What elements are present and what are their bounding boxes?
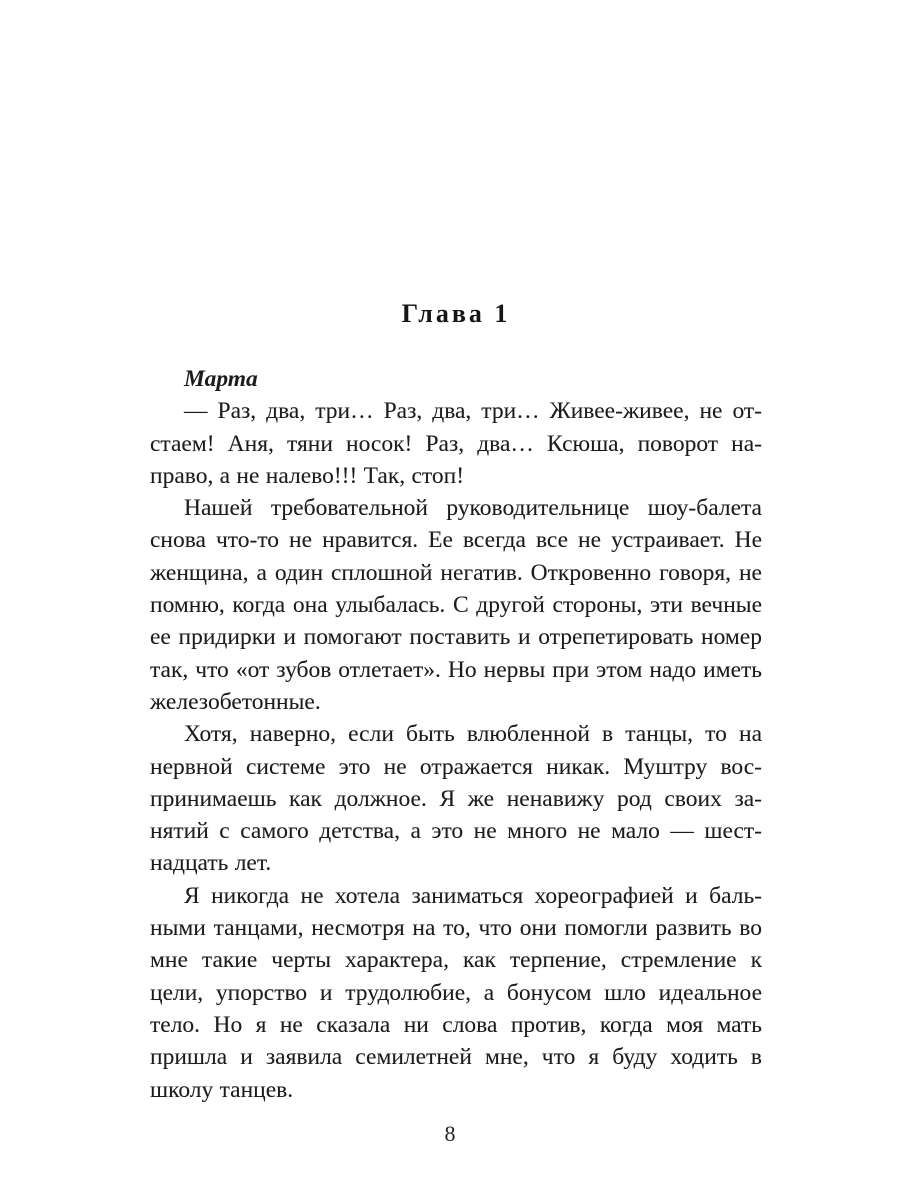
paragraph: Хотя, наверно, если быть влюбленной в танцы, то на нервной системе это не отражается никак. Муштру воспринимаешь как должное. Я же ненавижу род своих занятий с самого детства, а это не много не мало — шестнадцать лет. — [150, 721, 762, 877]
paragraph: — Раз, два, три… Раз, два, три… Живее-живее, не отстаем! Аня, тяни носок! Раз, два… Ксюша, поворот направо, а не налево!!! Так, стоп! — [150, 398, 762, 489]
chapter-title: Глава 1 — [401, 299, 511, 328]
pov-character-name: Марта — [184, 366, 258, 392]
paragraph: Я никогда не хотела заниматься хореографией и бальными танцами, несмотря на то, что они помогли развить во мне такие черты характера, как терпение, стремление к цели, упорство и трудолюбие, а бонусом шло идеальное тело. Но я не сказала ни слова против, когда моя мать пришла и заявила семилетней мне, что я буду ходить в школу танцев. — [150, 882, 762, 1103]
paragraph: Нашей требовательной руководительнице шоу-балета снова что-то не нравится. Ее всегда все не устраивает. Не женщина, а один сплошной негатив. Откровенно говоря, не помню, когда она улыбалась. С другой стороны, эти вечные ее придирки и помогают поставить и отрепетировать номер так, что «от зубов отлетает». Но нервы при этом надо иметь железобетонные. — [150, 495, 762, 715]
page-number: 8 — [444, 1121, 456, 1146]
text-block — [150, 296, 762, 1106]
